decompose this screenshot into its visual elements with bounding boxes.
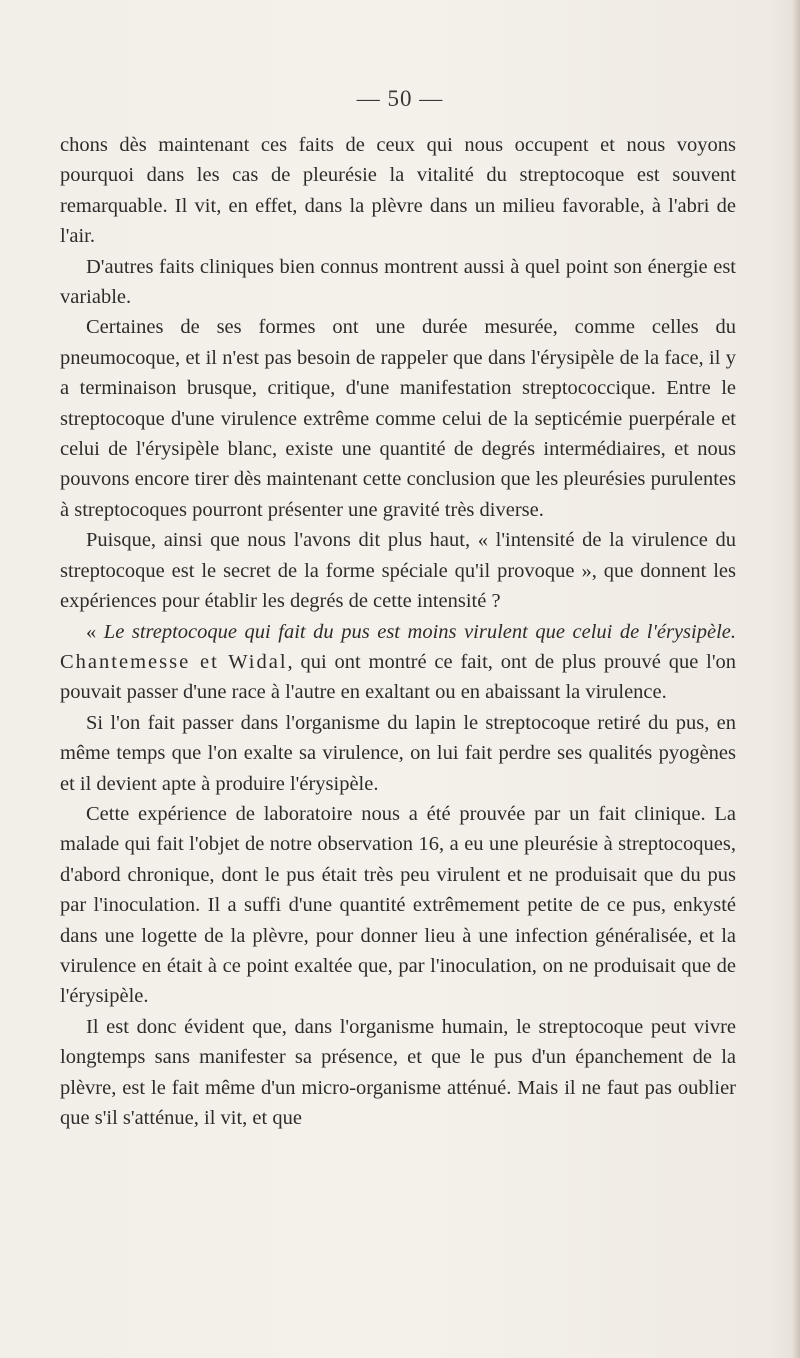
page-number: — 50 —: [356, 86, 444, 111]
paragraph-5-rest: , qui ont montré ce fait, ont de plus prouvé que l'on pouvait passer d'une race à l'autre en exaltant ou en abaissant la virulence.: [60, 650, 737, 704]
paragraph-1: chons dès maintenant ces faits de ceux qui nous occupent et nous voyons pourquoi dans les cas de pleurésie la vitalité du streptocoque est souvent remarquable. Il vit, en effet, dans la plèvre dans un milieu favorable, à l'abri de l'air.: [60, 134, 736, 248]
paragraph-8: Il est donc évident que, dans l'organisme humain, le streptocoque peut vivre longtemps sans manifester sa présence, et que le pus d'un épanchement de la plèvre, est le fait même d'un micro-organisme atténué. Mais il ne faut pas oublier que s'il s'atténue, il vit, et que: [60, 1015, 736, 1129]
page-text: [60, 130, 736, 1133]
paragraph-7: Cette expérience de laboratoire nous a été prouvée par un fait clinique. La malade qui fait l'objet de notre observation 16, a eu une pleurésie à streptocoques, d'abord chronique, dont le pus était très peu virulent et ne produisait que du pus par l'inoculation. Il a suffi d'une quantité extrêmement petite de ce pus, enkysté dans une logette de la plèvre, pour donner lieu à une infection généralisée, et la virulence en était à ce point exaltée que, par l'inoculation, on ne produisait que de l'érysipèle.: [60, 802, 736, 1008]
paragraph-3: Certaines de ses formes ont une durée mesurée, comme celles du pneumocoque, et il n'est pas besoin de rappeler que dans l'érysipèle de la face, il y a terminaison brusque, critique, d'une manifestation streptococcique. Entre le streptocoque d'une virulence extrême comme celui de la septicémie puerpérale et celui de l'érysipèle blanc, existe une quantité de degrés intermédiaires, et nous pouvons encore tirer dès maintenant cette conclusion que les pleurésies purulentes à streptocoques pourront présenter une gravité très diverse.: [60, 316, 736, 521]
quote-open: «: [86, 620, 104, 643]
paragraph-4: Puisque, ainsi que nous l'avons dit plus haut, « l'intensité de la virulence du streptocoque est le secret de la forme spéciale qu'il provoque », que donnent les expériences pour établir les degrés de cette intensité ?: [60, 529, 736, 613]
italic-quote: Le streptocoque qui fait du pus est moins virulent que celui de l'érysipèle.: [103, 620, 736, 643]
author-names: Chantemesse et Widal: [60, 650, 288, 673]
paragraph-2: D'autres faits cliniques bien connus montrent aussi à quel point son énergie est variable.: [60, 255, 736, 309]
paragraph-6: Si l'on fait passer dans l'organisme du lapin le streptocoque retiré du pus, en même temps que l'on exalte sa virulence, on lui fait perdre ses qualités pyogènes et il devient apte à produire l'érysipèle.: [60, 711, 736, 795]
paragraph-5: [60, 617, 736, 708]
page-edge-shadow: [792, 0, 800, 1358]
